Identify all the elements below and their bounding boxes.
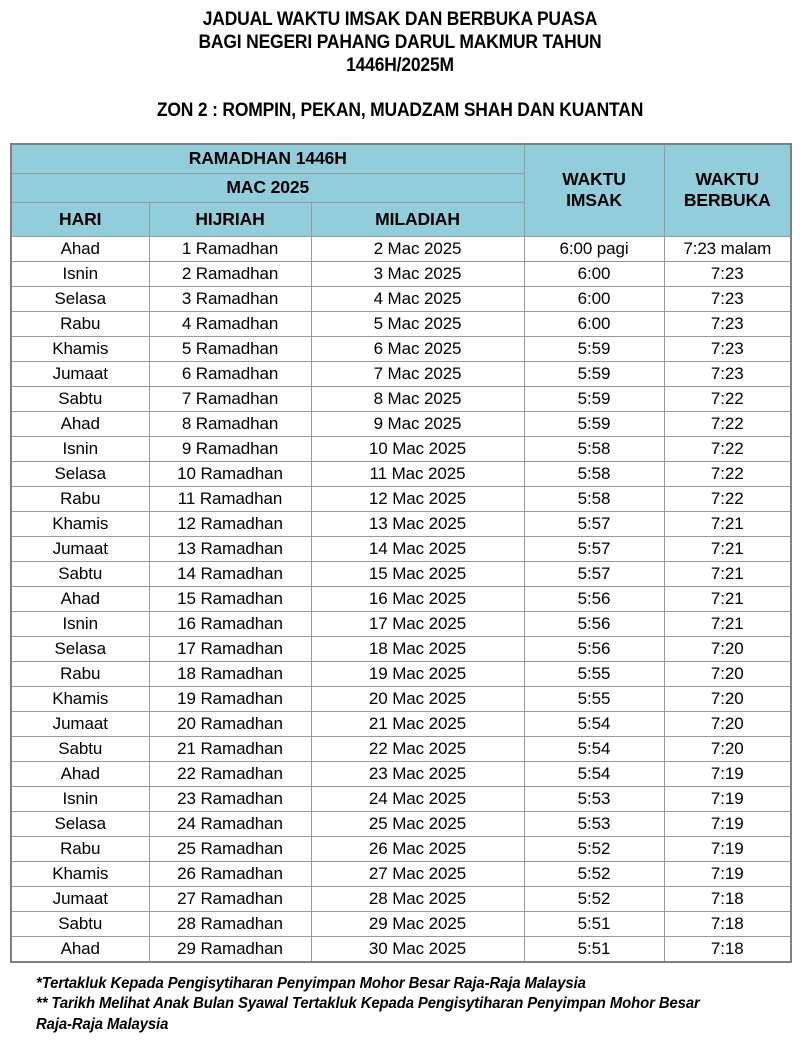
cell-waktu-imsak: 5:56 (524, 586, 664, 611)
cell-hari: Jumaat (11, 711, 149, 736)
cell-hijriah: 21 Ramadhan (149, 736, 311, 761)
table-row (11, 811, 791, 836)
cell-hijriah: 7 Ramadhan (149, 386, 311, 411)
cell-miladiah: 22 Mac 2025 (311, 736, 524, 761)
cell-hari: Ahad (11, 761, 149, 786)
cell-waktu-berbuka: 7:21 (664, 511, 791, 536)
cell-hari: Ahad (11, 411, 149, 436)
cell-waktu-berbuka: 7:18 (664, 936, 791, 962)
cell-waktu-berbuka: 7:21 (664, 586, 791, 611)
cell-waktu-berbuka: 7:22 (664, 486, 791, 511)
cell-waktu-berbuka: 7:22 (664, 461, 791, 486)
cell-miladiah: 2 Mac 2025 (311, 236, 524, 261)
cell-hijriah: 28 Ramadhan (149, 911, 311, 936)
cell-waktu-berbuka: 7:20 (664, 661, 791, 686)
cell-hari: Rabu (11, 836, 149, 861)
header-waktu-berbuka-line2: BERBUKA (683, 190, 771, 211)
cell-hijriah: 10 Ramadhan (149, 461, 311, 486)
cell-miladiah: 28 Mac 2025 (311, 886, 524, 911)
table-row (11, 661, 791, 686)
table-row (11, 786, 791, 811)
cell-waktu-berbuka: 7:19 (664, 811, 791, 836)
title-line-2: BAGI NEGERI PAHANG DARUL MAKMUR TAHUN (198, 32, 602, 53)
cell-hari: Isnin (11, 261, 149, 286)
cell-miladiah: 5 Mac 2025 (311, 311, 524, 336)
cell-waktu-imsak: 5:58 (524, 436, 664, 461)
cell-miladiah: 26 Mac 2025 (311, 836, 524, 861)
cell-waktu-imsak: 5:52 (524, 886, 664, 911)
cell-waktu-imsak: 6:00 (524, 311, 664, 336)
cell-waktu-berbuka: 7:19 (664, 786, 791, 811)
cell-waktu-imsak: 5:52 (524, 861, 664, 886)
cell-hari: Selasa (11, 811, 149, 836)
table-row (11, 836, 791, 861)
cell-hijriah: 9 Ramadhan (149, 436, 311, 461)
cell-hijriah: 5 Ramadhan (149, 336, 311, 361)
cell-hijriah: 14 Ramadhan (149, 561, 311, 586)
header-miladiah: MILADIAH (311, 202, 524, 236)
cell-waktu-berbuka: 7:23 (664, 361, 791, 386)
table-row (11, 636, 791, 661)
cell-hijriah: 23 Ramadhan (149, 786, 311, 811)
cell-hari: Selasa (11, 461, 149, 486)
cell-waktu-berbuka: 7:20 (664, 636, 791, 661)
cell-waktu-imsak: 5:59 (524, 336, 664, 361)
header-waktu-berbuka (664, 144, 791, 236)
cell-waktu-imsak: 5:57 (524, 536, 664, 561)
title-line-1: JADUAL WAKTU IMSAK DAN BERBUKA PUASA (202, 9, 598, 30)
cell-waktu-berbuka: 7:19 (664, 861, 791, 886)
header-hari: HARI (11, 202, 149, 236)
cell-hari: Sabtu (11, 736, 149, 761)
cell-miladiah: 24 Mac 2025 (311, 786, 524, 811)
cell-miladiah: 12 Mac 2025 (311, 486, 524, 511)
cell-waktu-imsak: 5:58 (524, 461, 664, 486)
imsak-berbuka-table (10, 143, 792, 963)
table-row (11, 386, 791, 411)
cell-waktu-imsak: 5:59 (524, 361, 664, 386)
cell-waktu-imsak: 6:00 pagi (524, 236, 664, 261)
footnotes (36, 974, 735, 1036)
cell-hari: Sabtu (11, 911, 149, 936)
cell-miladiah: 11 Mac 2025 (311, 461, 524, 486)
cell-miladiah: 16 Mac 2025 (311, 586, 524, 611)
header-hijriah: HIJRIAH (149, 202, 311, 236)
cell-hari: Selasa (11, 636, 149, 661)
cell-waktu-berbuka: 7:18 (664, 886, 791, 911)
cell-hari: Jumaat (11, 886, 149, 911)
cell-hijriah: 29 Ramadhan (149, 936, 311, 962)
cell-hijriah: 18 Ramadhan (149, 661, 311, 686)
cell-miladiah: 4 Mac 2025 (311, 286, 524, 311)
table-row (11, 561, 791, 586)
cell-hijriah: 8 Ramadhan (149, 411, 311, 436)
cell-hijriah: 12 Ramadhan (149, 511, 311, 536)
table-row (11, 436, 791, 461)
cell-waktu-berbuka: 7:22 (664, 411, 791, 436)
cell-waktu-imsak: 5:54 (524, 761, 664, 786)
table-row (11, 911, 791, 936)
cell-hari: Khamis (11, 511, 149, 536)
header-ramadhan-group: RAMADHAN 1446H (11, 144, 524, 173)
cell-waktu-berbuka: 7:20 (664, 736, 791, 761)
cell-hari: Khamis (11, 336, 149, 361)
cell-waktu-berbuka: 7:23 (664, 286, 791, 311)
cell-hari: Ahad (11, 236, 149, 261)
header-waktu-berbuka-line1: WAKTU (695, 169, 760, 190)
table-row (11, 586, 791, 611)
cell-hari: Isnin (11, 611, 149, 636)
cell-waktu-berbuka: 7:23 (664, 261, 791, 286)
cell-hari: Rabu (11, 661, 149, 686)
cell-miladiah: 27 Mac 2025 (311, 861, 524, 886)
cell-hari: Khamis (11, 686, 149, 711)
cell-hari: Rabu (11, 311, 149, 336)
cell-waktu-imsak: 5:55 (524, 686, 664, 711)
cell-miladiah: 23 Mac 2025 (311, 761, 524, 786)
cell-waktu-imsak: 5:54 (524, 736, 664, 761)
cell-hijriah: 24 Ramadhan (149, 811, 311, 836)
cell-hari: Ahad (11, 936, 149, 962)
footnote-2: ** Tarikh Melihat Anak Bulan Syawal Tertakluk Kepada Pengisytiharan Penyimpan Mohor Besar Raja-Raja Malaysia (36, 995, 700, 1033)
cell-waktu-berbuka: 7:23 (664, 311, 791, 336)
cell-waktu-berbuka: 7:23 malam (664, 236, 791, 261)
cell-waktu-berbuka: 7:19 (664, 761, 791, 786)
cell-hari: Jumaat (11, 361, 149, 386)
cell-hari: Isnin (11, 436, 149, 461)
table-row (11, 461, 791, 486)
cell-hijriah: 20 Ramadhan (149, 711, 311, 736)
table-row (11, 761, 791, 786)
table-row (11, 936, 791, 962)
table-row (11, 361, 791, 386)
cell-waktu-berbuka: 7:20 (664, 711, 791, 736)
cell-hari: Rabu (11, 486, 149, 511)
cell-waktu-imsak: 5:51 (524, 936, 664, 962)
cell-hari: Isnin (11, 786, 149, 811)
cell-miladiah: 3 Mac 2025 (311, 261, 524, 286)
cell-waktu-imsak: 5:57 (524, 561, 664, 586)
cell-waktu-imsak: 5:59 (524, 411, 664, 436)
table-row (11, 486, 791, 511)
header-waktu-imsak (524, 144, 664, 236)
cell-hari: Sabtu (11, 561, 149, 586)
cell-hari: Jumaat (11, 536, 149, 561)
cell-hijriah: 11 Ramadhan (149, 486, 311, 511)
cell-miladiah: 30 Mac 2025 (311, 936, 524, 962)
cell-miladiah: 6 Mac 2025 (311, 336, 524, 361)
cell-waktu-imsak: 5:58 (524, 486, 664, 511)
cell-waktu-berbuka: 7:22 (664, 386, 791, 411)
table-row (11, 511, 791, 536)
cell-hari: Ahad (11, 586, 149, 611)
header-mac-group: MAC 2025 (11, 173, 524, 202)
cell-waktu-berbuka: 7:19 (664, 836, 791, 861)
schedule-table-container (10, 143, 790, 963)
cell-waktu-imsak: 5:56 (524, 611, 664, 636)
table-row (11, 886, 791, 911)
cell-hijriah: 25 Ramadhan (149, 836, 311, 861)
cell-miladiah: 18 Mac 2025 (311, 636, 524, 661)
cell-miladiah: 14 Mac 2025 (311, 536, 524, 561)
table-row (11, 686, 791, 711)
cell-waktu-berbuka: 7:21 (664, 536, 791, 561)
cell-waktu-imsak: 6:00 (524, 286, 664, 311)
cell-miladiah: 10 Mac 2025 (311, 436, 524, 461)
cell-waktu-imsak: 5:59 (524, 386, 664, 411)
cell-miladiah: 9 Mac 2025 (311, 411, 524, 436)
footnote-1: *Tertakluk Kepada Pengisytiharan Penyimpan Mohor Besar Raja-Raja Malaysia (36, 974, 586, 992)
cell-miladiah: 8 Mac 2025 (311, 386, 524, 411)
table-row (11, 311, 791, 336)
title-line-3: 1446H/2025M (346, 55, 454, 76)
cell-waktu-imsak: 5:53 (524, 786, 664, 811)
cell-hari: Khamis (11, 861, 149, 886)
cell-waktu-berbuka: 7:21 (664, 561, 791, 586)
cell-waktu-berbuka: 7:23 (664, 336, 791, 361)
cell-waktu-berbuka: 7:21 (664, 611, 791, 636)
table-header (11, 144, 791, 236)
table-row (11, 261, 791, 286)
table-row (11, 711, 791, 736)
table-row (11, 861, 791, 886)
cell-hijriah: 17 Ramadhan (149, 636, 311, 661)
cell-waktu-imsak: 5:52 (524, 836, 664, 861)
cell-miladiah: 13 Mac 2025 (311, 511, 524, 536)
cell-hijriah: 13 Ramadhan (149, 536, 311, 561)
cell-hijriah: 22 Ramadhan (149, 761, 311, 786)
cell-miladiah: 20 Mac 2025 (311, 686, 524, 711)
cell-miladiah: 29 Mac 2025 (311, 911, 524, 936)
table-body (11, 236, 791, 962)
cell-waktu-imsak: 5:54 (524, 711, 664, 736)
header-waktu-imsak-line2: IMSAK (566, 190, 622, 211)
cell-hijriah: 2 Ramadhan (149, 261, 311, 286)
table-row (11, 411, 791, 436)
cell-hijriah: 3 Ramadhan (149, 286, 311, 311)
table-row (11, 611, 791, 636)
cell-waktu-berbuka: 7:18 (664, 911, 791, 936)
cell-miladiah: 21 Mac 2025 (311, 711, 524, 736)
cell-miladiah: 15 Mac 2025 (311, 561, 524, 586)
cell-miladiah: 7 Mac 2025 (311, 361, 524, 386)
cell-waktu-imsak: 5:56 (524, 636, 664, 661)
cell-waktu-imsak: 5:53 (524, 811, 664, 836)
cell-waktu-imsak: 5:51 (524, 911, 664, 936)
cell-hijriah: 6 Ramadhan (149, 361, 311, 386)
cell-waktu-imsak: 5:57 (524, 511, 664, 536)
cell-hijriah: 4 Ramadhan (149, 311, 311, 336)
table-row (11, 336, 791, 361)
table-row (11, 236, 791, 261)
cell-hari: Sabtu (11, 386, 149, 411)
cell-hijriah: 19 Ramadhan (149, 686, 311, 711)
cell-hijriah: 15 Ramadhan (149, 586, 311, 611)
table-row (11, 536, 791, 561)
cell-waktu-berbuka: 7:22 (664, 436, 791, 461)
cell-hari: Selasa (11, 286, 149, 311)
cell-miladiah: 17 Mac 2025 (311, 611, 524, 636)
header-row-group-hijri (11, 144, 791, 173)
cell-miladiah: 19 Mac 2025 (311, 661, 524, 686)
cell-waktu-imsak: 5:55 (524, 661, 664, 686)
zone-subtitle: ZON 2 : ROMPIN, PEKAN, MUADZAM SHAH DAN KUANTAN (156, 100, 644, 121)
page-title (0, 0, 800, 77)
cell-hijriah: 1 Ramadhan (149, 236, 311, 261)
cell-waktu-berbuka: 7:20 (664, 686, 791, 711)
cell-hijriah: 26 Ramadhan (149, 861, 311, 886)
cell-hijriah: 16 Ramadhan (149, 611, 311, 636)
header-waktu-imsak-line1: WAKTU (562, 169, 626, 190)
cell-waktu-imsak: 6:00 (524, 261, 664, 286)
cell-miladiah: 25 Mac 2025 (311, 811, 524, 836)
table-row (11, 286, 791, 311)
cell-hijriah: 27 Ramadhan (149, 886, 311, 911)
table-row (11, 736, 791, 761)
